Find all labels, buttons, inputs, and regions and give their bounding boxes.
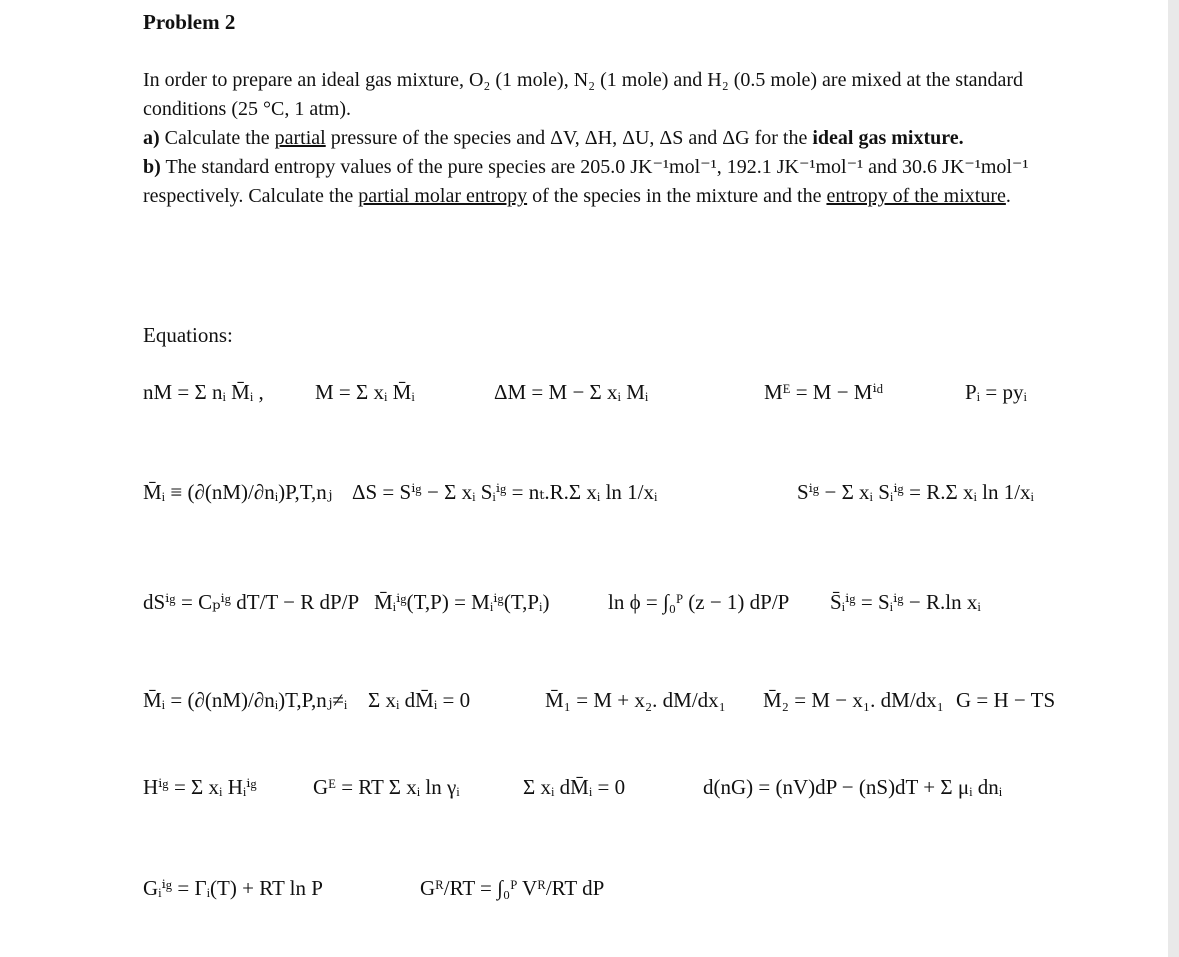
problem-title: Problem 2 bbox=[143, 10, 236, 34]
eq-fundamental: d(nG) = (nV)dP − (nS)dT + Σ μᵢ dnᵢ bbox=[703, 775, 1003, 799]
eq-partial-molar-def-2: M̄ᵢ = (∂(nM)/∂nᵢ)T,P,nⱼ≠ᵢ bbox=[143, 688, 348, 712]
eq-dS-ideal: dSⁱᵍ = Cₚⁱᵍ dT/T − R dP/P bbox=[143, 590, 360, 614]
part-b-underline-2: entropy of the mixture bbox=[826, 185, 1006, 207]
eq-partial-pressure: Pᵢ = pyᵢ bbox=[965, 380, 1027, 404]
problem-statement bbox=[143, 66, 1073, 211]
part-b-text-2: of the species in the mixture and the bbox=[527, 185, 827, 207]
part-a-bold: ideal gas mixture. bbox=[812, 127, 964, 149]
part-b-text-3: . bbox=[1005, 185, 1011, 207]
eq-nM-sum: nM = Σ nᵢ M̄ᵢ , bbox=[143, 380, 264, 404]
eq-G-ideal: Gᵢⁱᵍ = Γᵢ(T) + RT ln P bbox=[143, 876, 323, 900]
eq-excess-gibbs: Gᴱ = RT Σ xᵢ ln γᵢ bbox=[313, 775, 460, 799]
part-a-text-2: pressure of the species and ΔV, ΔH, ΔU, ΔS and ΔG for the bbox=[325, 127, 813, 149]
eq-delta-M: ΔM = M − Σ xᵢ Mᵢ bbox=[494, 380, 649, 404]
equations-label: Equations: bbox=[143, 323, 233, 347]
part-a bbox=[143, 124, 1073, 153]
eq-partial-molar-def: M̄ᵢ ≡ (∂(nM)/∂nᵢ)P,T,nⱼ bbox=[143, 480, 333, 504]
eq-partial-molar-ideal: M̄ᵢⁱᵍ(T,P) = Mᵢⁱᵍ(T,Pᵢ) bbox=[374, 590, 550, 614]
part-b-underline-1: partial molar entropy bbox=[358, 185, 528, 207]
part-a-underline: partial bbox=[274, 127, 326, 149]
eq-partial-entropy: S̄ᵢⁱᵍ = Sᵢⁱᵍ − R.ln xᵢ bbox=[830, 590, 981, 614]
eq-residual-G: Gᴿ/RT = ∫₀ᴾ Vᴿ/RT dP bbox=[420, 876, 605, 900]
problem-intro: In order to prepare an ideal gas mixture, O₂ (1 mole), N₂ (1 mole) and H₂ (0.5 mole) are mixed at the standard conditions (25 °C, 1 atm). bbox=[143, 69, 1024, 120]
eq-fugacity-coeff: ln ϕ = ∫₀ᴾ (z − 1) dP/P bbox=[608, 590, 790, 614]
part-b-text-1: The standard entropy values of the pure species are 205.0 JK⁻¹mol⁻¹, 192.1 JK⁻¹mol⁻¹ and 30.6 JK⁻¹mol⁻¹ respectively. Calculate the bbox=[143, 156, 1029, 207]
part-a-label: a) bbox=[143, 127, 160, 149]
eq-gibbs: G = H − TS bbox=[956, 688, 1056, 712]
part-a-text-1: Calculate the bbox=[164, 127, 275, 149]
eq-delta-S-mix: ΔS = Sⁱᵍ − Σ xᵢ Sᵢⁱᵍ = nₜ.R.Σ xᵢ ln 1/xᵢ bbox=[352, 480, 658, 504]
eq-H-ideal: Hⁱᵍ = Σ xᵢ Hᵢⁱᵍ bbox=[143, 775, 257, 799]
eq-M1-bar: M̄₁ = M + x₂. dM/dx₁ bbox=[545, 688, 727, 712]
eq-excess-M: Mᴱ = M − Mⁱᵈ bbox=[764, 380, 884, 404]
part-b bbox=[143, 153, 1073, 211]
part-b-label: b) bbox=[143, 156, 161, 178]
eq-S-mix: Sⁱᵍ − Σ xᵢ Sᵢⁱᵍ = R.Σ xᵢ ln 1/xᵢ bbox=[797, 480, 1034, 504]
eq-gibbs-duhem: Σ xᵢ dM̄ᵢ = 0 bbox=[368, 688, 471, 712]
eq-M2-bar: M̄₂ = M − x₁. dM/dx₁ bbox=[763, 688, 945, 712]
eq-gibbs-duhem-2: Σ xᵢ dM̄ᵢ = 0 bbox=[523, 775, 626, 799]
eq-M-sum: M = Σ xᵢ M̄ᵢ bbox=[315, 380, 415, 404]
